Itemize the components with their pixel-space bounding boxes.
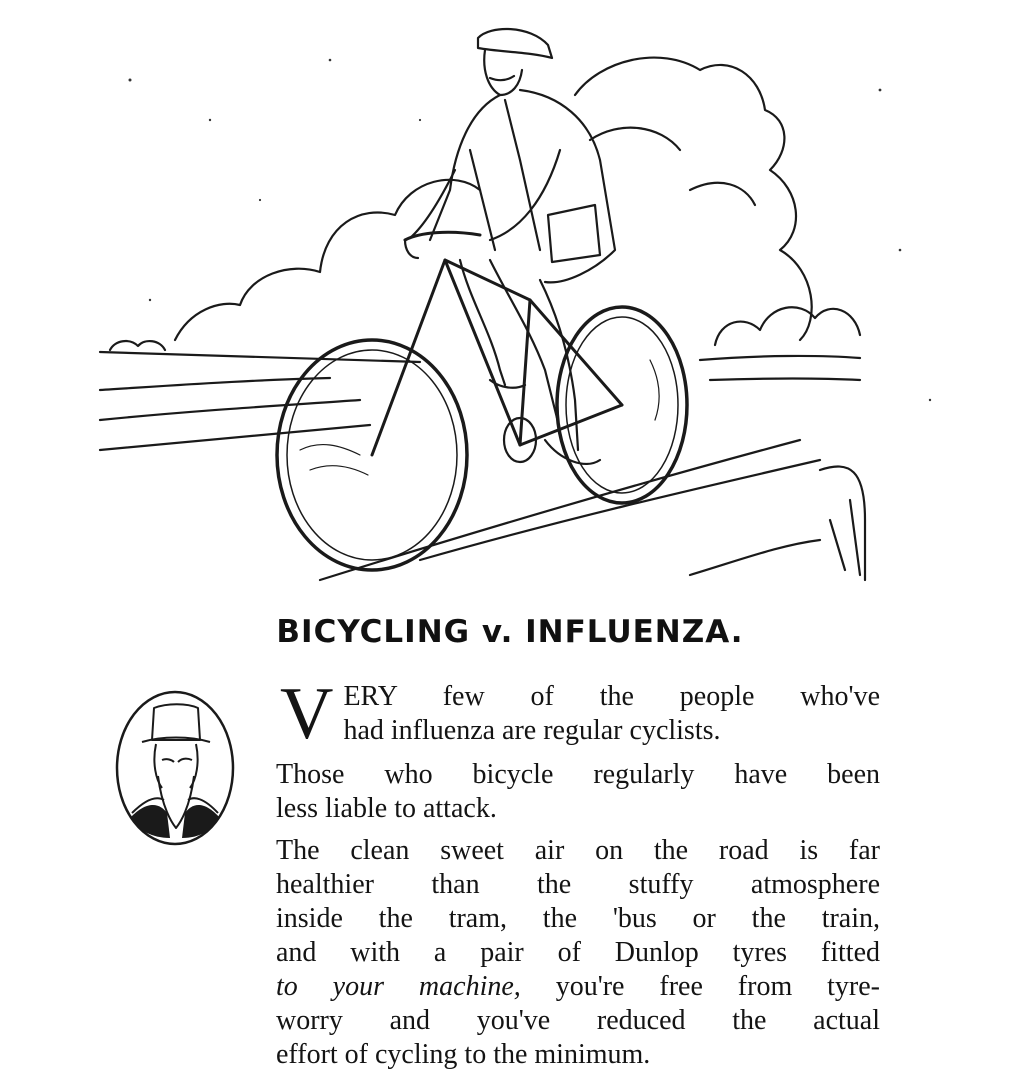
paragraph-3-line-5 [276, 970, 880, 1004]
paragraph-1-line-2: had influenza are regular cyclists. [343, 715, 721, 746]
cloud-left [175, 180, 480, 340]
italic-phrase: to your machine, [276, 971, 521, 1002]
cloud-right [575, 58, 812, 340]
paragraph-3-line-3: inside the tram, the 'bus or the train, [276, 903, 880, 934]
paragraph-2 [276, 758, 880, 826]
paragraph-3-line-7: effort of cycling to the minimum. [276, 1039, 651, 1070]
paragraph-3-line-4: and with a pair of Dunlop tyres fitted [276, 937, 880, 968]
headline: BICYCLING v. INFLUENZA. [276, 614, 744, 650]
paragraph-3-line-1: The clean sweet air on the road is far [276, 835, 880, 866]
paragraph-2-line-2: less liable to attack. [276, 793, 497, 824]
top-hat-icon [152, 704, 200, 740]
trees-right [715, 307, 860, 345]
line-5-rest: you're free from tyre- [520, 971, 880, 1002]
portrait-vignette [112, 688, 238, 848]
paragraph-3-line-6: worry and you've reduced the actual [276, 1005, 880, 1036]
paragraph-1 [276, 673, 880, 755]
paragraph-3-line-2: healthier than the stuffy atmosphere [276, 869, 880, 900]
paragraph-3 [276, 834, 880, 1072]
paragraph-2-line-1: Those who bicycle regularly have been [276, 759, 880, 790]
cap [478, 29, 552, 58]
paragraph-1-line-1: ERY few of the people who've [343, 681, 880, 712]
drop-cap: V [280, 673, 334, 755]
